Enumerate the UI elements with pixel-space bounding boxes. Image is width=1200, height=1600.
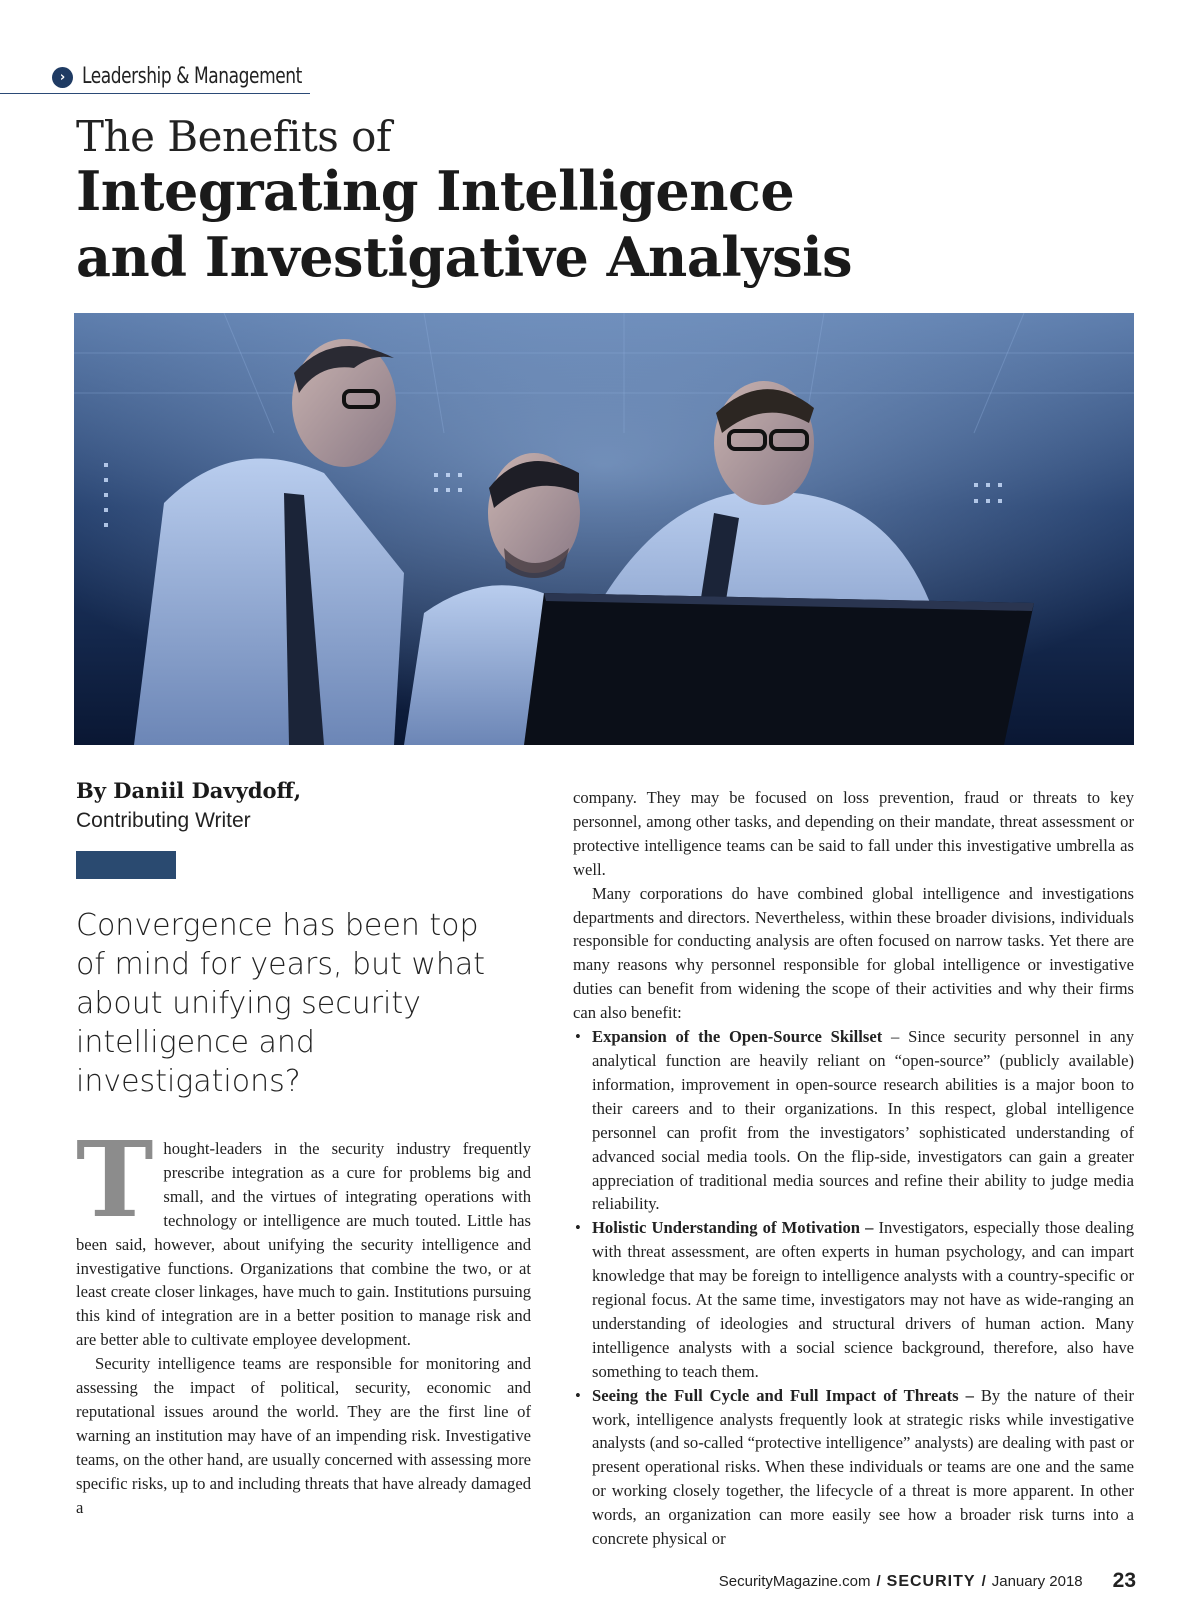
paragraph-text: hought-leaders in the security industry frequently prescribe integration as a cure for problems big and small, and the virtues of integrating operations with technology or intelligence are much touted. Little has been said, however, about unifying the security intelligence and investigative functions. Organizations that combine the two, or at least create closer linkages, have much to gain. Institutions pursuing this kind of integration are in a better position to manage risk and are better able to cultivate employee development. bbox=[76, 1139, 531, 1350]
footer-magazine: SECURITY bbox=[886, 1573, 976, 1590]
body-paragraph: Security intelligence teams are responsible for monitoring and assessing the impact of political, security, economic and reputational issues around the world. They are the first line of warning an institution may have of an impending risk. Investigative teams, on the other hand, are usually concerned with assessing more specific risks, up to and including threats that have already damaged a bbox=[76, 1354, 531, 1517]
bullet-list bbox=[573, 1025, 1134, 1551]
section-label: Leadership & Management bbox=[82, 64, 302, 89]
accent-bar bbox=[76, 851, 176, 879]
list-item-heading: Holistic Understanding of Motivation – bbox=[592, 1218, 874, 1238]
byline bbox=[76, 778, 556, 879]
section-tag bbox=[0, 62, 310, 94]
list-item-text: – Since security personnel in any analytical function are heavily reliant on “open-source” (publicly available) information, improvement in open-source research abilities is a major boon to their careers and to their organizations. In this respect, global intelligence personnel can profit from the investigators’ sophisticated understanding of advanced social media tools. On the flip-side, investigators can gain a greater appreciation of traditional media sources and refine their ability to judge media reliability. bbox=[592, 1027, 1134, 1214]
footer-site: SecurityMagazine.com bbox=[718, 1573, 871, 1590]
list-item-heading: Expansion of the Open-Source Skillset bbox=[592, 1027, 883, 1047]
body-paragraph bbox=[76, 1118, 531, 1352]
list-item-heading: Seeing the Full Cycle and Full Impact of Threats – bbox=[592, 1385, 974, 1405]
title-line-1: Integrating Intelligence bbox=[76, 159, 795, 223]
footer-date: January 2018 bbox=[991, 1573, 1083, 1590]
drop-cap: T bbox=[76, 1118, 154, 1241]
list-item bbox=[573, 1025, 1134, 1216]
chevron-right-icon: › bbox=[52, 67, 73, 88]
deck: Convergence has been top of mind for years, but what about unifying security intelligence and investigations? bbox=[76, 908, 486, 1099]
page-number: 23 bbox=[1112, 1569, 1136, 1592]
page-title bbox=[76, 158, 852, 290]
hero-photo bbox=[74, 313, 1134, 745]
body-column-left bbox=[76, 1118, 531, 1520]
list-item bbox=[573, 1384, 1134, 1551]
author-role: Contributing Writer bbox=[76, 809, 251, 832]
list-item-text: Investigators, especially those dealing with threat assessment, are often experts in human psychology, and can impart knowledge that may be foreign to intelligence analysts with a country-specific or regional focus. At the same time, investigators may not have as wide-ranging an understanding of ideologies and structural drivers of human action. Many intelligence analysts with a social science background, therefore, also have something to teach them. bbox=[592, 1218, 1134, 1381]
title-kicker: The Benefits of bbox=[76, 112, 391, 161]
footer-separator: / bbox=[981, 1573, 986, 1590]
page-footer bbox=[719, 1568, 1136, 1592]
body-paragraph: Many corporations do have combined global intelligence and investigations departments and directors. Nevertheless, within these broader divisions, individuals responsible for conducting analysis are often focused on narrow tasks. Yet there are many reasons why personnel responsible for global intelligence or investigative duties can benefit from widening the scope of their activities and why their firms can also benefit: bbox=[573, 883, 1134, 1023]
list-item-text: By the nature of their work, intelligence analysts frequently look at strategic risks while investigative analysts (and so-called “protective intelligence” analysts) are dealing with past or present operational risks. When these individuals or teams are one and the same or working closely together, the lifecycle of a threat is more apparent. In other words, an organization can more easily see how a broader risk turns into a concrete physical or bbox=[592, 1385, 1134, 1549]
author-name: By Daniil Davydoff, bbox=[76, 778, 302, 803]
title-line-2: and Investigative Analysis bbox=[76, 225, 853, 289]
footer-separator: / bbox=[876, 1573, 881, 1590]
body-paragraph: company. They may be focused on loss prevention, fraud or threats to key personnel, among other tasks, and depending on their mandate, threat assessment or protective intelligence teams can be said to fall under this investigative umbrella as well. bbox=[573, 788, 1134, 879]
body-column-right bbox=[573, 786, 1134, 1551]
list-item bbox=[573, 1216, 1134, 1383]
